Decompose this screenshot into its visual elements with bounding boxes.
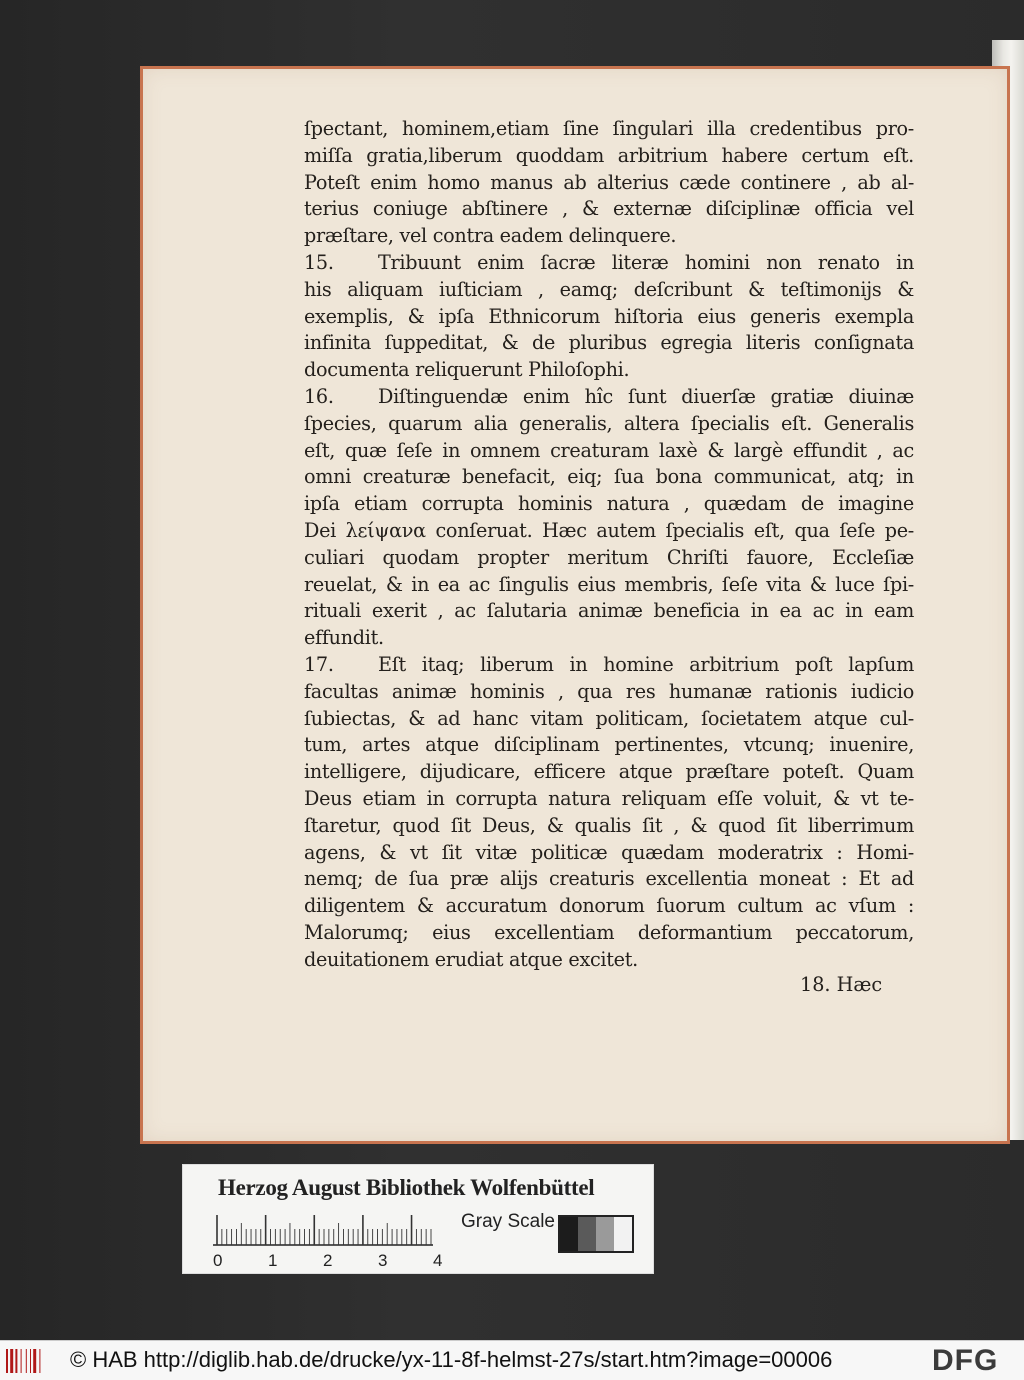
text-line [304,706,914,733]
text-line [304,679,914,706]
text-line [304,304,914,331]
ruler-number: 1 [268,1251,278,1270]
text-line [304,250,914,277]
text-line [304,947,914,974]
line-text: ipſa etiam corrupta hominis natura , quædam de imagine [304,492,914,516]
text-line [304,598,914,625]
gray-swatch [596,1217,614,1251]
line-text: Dei λείψανα conſeruat. Hæc autem ſpecialis eſt, qua ſeſe pe- [304,518,914,542]
line-text: ſtaretur, quod ſit Deus, & qualis ſit , & quod ſit liberrimum [304,813,914,837]
text-line [304,786,914,813]
line-text: reuelat, & in ea ac ſingulis eius membris, ſeſe vita & luce ſpi- [304,572,914,596]
line-text: Deus etiam in corrupta natura reliquam eſſe voluit, & vt te- [304,786,914,810]
gray-swatch [560,1217,578,1251]
text-line [304,438,914,465]
paragraph-number: 15. [304,250,334,274]
line-text: terius coniuge abſtinere , & externæ diſciplinæ officia vel [304,197,914,221]
gray-swatch [578,1217,596,1251]
dfg-logo: DFG [932,1344,999,1377]
line-text: Malorumq; eius excellentiam deformantium peccatorum, [304,920,914,944]
ruler-scale [213,1211,433,1247]
text-line [304,893,914,920]
line-text: tum, artes atque diſciplinam pertinentes, vtcunq; inuenire, [304,733,914,757]
text-line [304,384,914,411]
text-line [304,116,914,143]
line-text: præſtare, vel contra eadem delinquere. [304,224,677,248]
page-text [304,116,914,974]
text-line [304,491,914,518]
line-text: infinita ſuppeditat, & de pluribus egregia literis conſignata [304,331,914,355]
paragraph-number: 17. [304,652,334,676]
line-text: agens, & vt ſit vitæ politicæ quædam moderatrix : Homi- [304,840,914,864]
line-text: deuitationem erudiat atque excitet. [304,947,638,971]
barcode-icon [6,1349,46,1373]
text-line [304,411,914,438]
line-text: ſpecies, quarum alia generalis, altera ſpecialis eſt. Generalis [304,411,914,435]
line-text: Eſt itaq; liberum in homine arbitrium poſt lapſum [378,652,914,676]
gray-scale-swatches [558,1215,634,1253]
text-line [304,170,914,197]
ruler-number: 3 [378,1251,388,1270]
ruler-number: 2 [323,1251,333,1270]
line-text: diligentem & accuratum donorum ſuorum cultum ac vſum : [304,894,914,918]
text-line [304,732,914,759]
line-text: omni creaturæ benefacit, eiq; ſua bona communicat, atq; in [304,465,914,489]
source-url[interactable]: © HAB http://diglib.hab.de/drucke/yx-11-8f-helmst-27s/start.htm?image=00006 [70,1347,833,1372]
ruler-number: 0 [213,1251,223,1270]
gray-swatch [614,1217,632,1251]
line-text: eſt, quæ ſeſe in omnem creaturam laxè & largè effundit , ac [304,438,914,462]
text-line [304,518,914,545]
text-line [304,866,914,893]
text-line [304,464,914,491]
line-text: his aliquam iuſticiam , eamq; deſcribunt & teſtimonijs & [304,277,914,301]
line-text: ſpectant, hominem,etiam ſine ſingulari illa credentibus pro- [304,117,914,140]
line-text: miſſa gratia,liberum quoddam arbitrium habere certum eſt. [304,143,914,167]
text-line [304,840,914,867]
line-text: exemplis, & ipſa Ethnicorum hiſtoria eius generis exempla [304,304,914,328]
text-line [304,920,914,947]
gray-scale-label: Gray Scale [461,1211,555,1232]
text-line [304,652,914,679]
line-text: Diſtinguendæ enim hîc ſunt diuerſæ gratiæ diuinæ [378,384,914,408]
line-text: ſubiectas, & ad hanc vitam politicam, ſocietatem atque cul- [304,706,914,730]
line-text: intelligere, dijudicare, efficere atque præſtare poteſt. Quam [304,760,914,784]
text-line [304,572,914,599]
viewer-footer [0,1340,1024,1380]
text-line [304,625,914,652]
text-line [304,813,914,840]
line-text: documenta reliquerunt Philoſophi. [304,358,630,382]
text-line [304,759,914,786]
text-line [304,143,914,170]
line-text: effundit. [304,626,384,650]
text-line [304,223,914,250]
catchword: 18. Hæc [800,973,883,996]
ruler-number: 4 [433,1251,443,1270]
text-line [304,196,914,223]
text-line [304,277,914,304]
line-text: Tribuunt enim ſacræ literæ homini non renato in [378,250,914,274]
line-text: culiari quodam propter meritum Chriſti fauore, Eccleſiæ [304,545,914,569]
library-label [183,1165,653,1273]
library-name: Herzog August Bibliothek Wolfenbüttel [218,1175,595,1200]
text-line [304,357,914,384]
text-line [304,545,914,572]
line-text: Poteſt enim homo manus ab alterius cæde continere , ab al- [304,170,914,194]
line-text: nemq; de ſua præ alijs creaturis excellentia moneat : Et ad [304,867,914,891]
line-text: facultas animæ hominis , qua res humanæ rationis iudicio [304,679,914,703]
text-line [304,330,914,357]
paragraph-number: 16. [304,384,334,408]
line-text: rituali exerit , ac ſalutaria animæ beneficia in ea ac in eam [304,599,914,623]
